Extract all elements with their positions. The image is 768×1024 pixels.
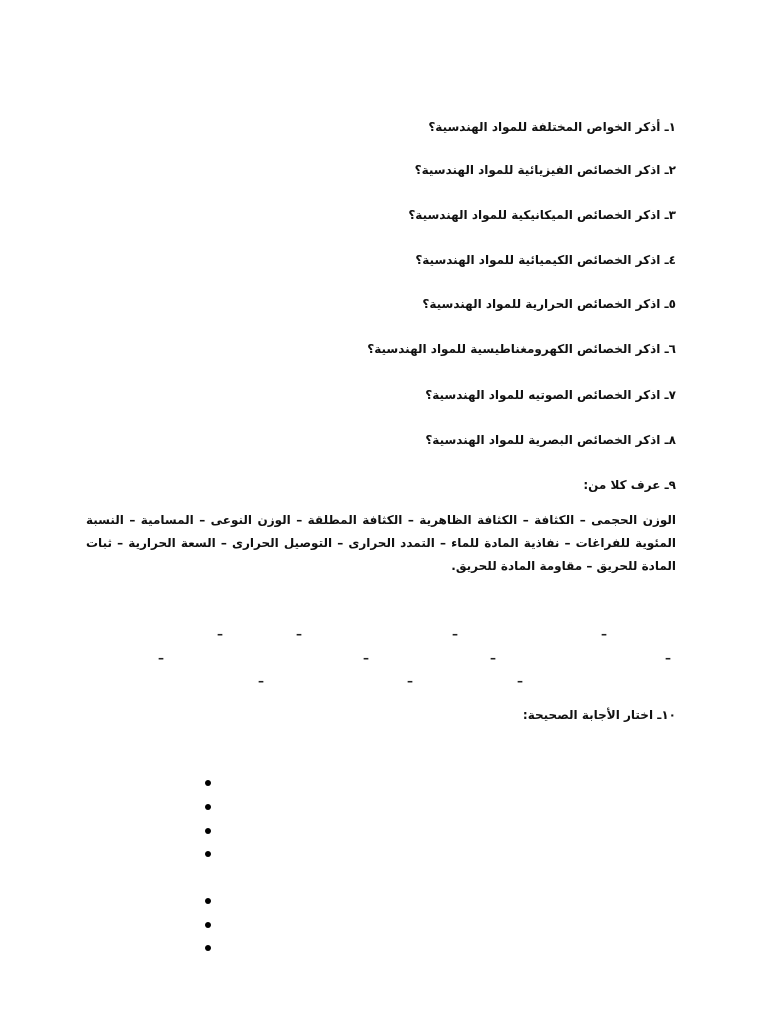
separator-dash: – [296, 627, 302, 641]
separator-dash: – [158, 651, 164, 665]
separator-dash: – [258, 674, 264, 688]
definitions-paragraph: الوزن الحجمى – الكثافة – الكثافة الظاهرية – الكثافة المطلقة – الوزن النوعى – المسامية – النسبة المئوية للفراغات – نفاذية المادة للماء – التمدد الحرارى – التوصيل الحرارى – السعة الحرارية – ثبات المادة للحريق – مقاومة المادة للحريق. [86, 513, 676, 573]
question-2: ٢ـ اذكر الخصائص الفيزيائية للمواد الهندسية؟ [414, 163, 676, 177]
bullet-point [205, 828, 211, 834]
separator-dash: – [490, 651, 496, 665]
separator-dash: – [217, 627, 223, 641]
bullet-point [205, 804, 211, 810]
bullet-point [205, 898, 211, 904]
separator-dash: – [517, 674, 523, 688]
question-10: ١٠ـ اختار الأجابة الصحيحة: [522, 708, 676, 722]
bullet-point [205, 922, 211, 928]
question-3: ٣ـ اذكر الخصائص الميكانيكية للمواد الهندسية؟ [408, 208, 676, 222]
question-6: ٦ـ اذكر الخصائص الكهرومغناطيسية للمواد الهندسية؟ [367, 342, 676, 356]
question-4: ٤ـ اذكر الخصائص الكيميائية للمواد الهندسية؟ [415, 253, 676, 267]
question-8: ٨ـ اذكر الخصائص البصرية للمواد الهندسية؟ [425, 433, 676, 447]
separator-dash: – [363, 651, 369, 665]
question-1: ١ـ أذكر الخواص المختلفة للمواد الهندسية؟ [428, 120, 676, 134]
question-5: ٥ـ اذكر الخصائص الحرارية للمواد الهندسية؟ [422, 297, 676, 311]
bullet-point [205, 780, 211, 786]
bullet-point [205, 945, 211, 951]
separator-dash: – [452, 627, 458, 641]
separator-dash: – [665, 651, 671, 665]
separator-dash: – [407, 674, 413, 688]
question-7: ٧ـ اذكر الخصائص الصوتيه للمواد الهندسية؟ [425, 388, 676, 402]
separator-dash: – [601, 627, 607, 641]
question-9: ٩ـ عرف كلا من: [583, 478, 676, 492]
bullet-point [205, 851, 211, 857]
